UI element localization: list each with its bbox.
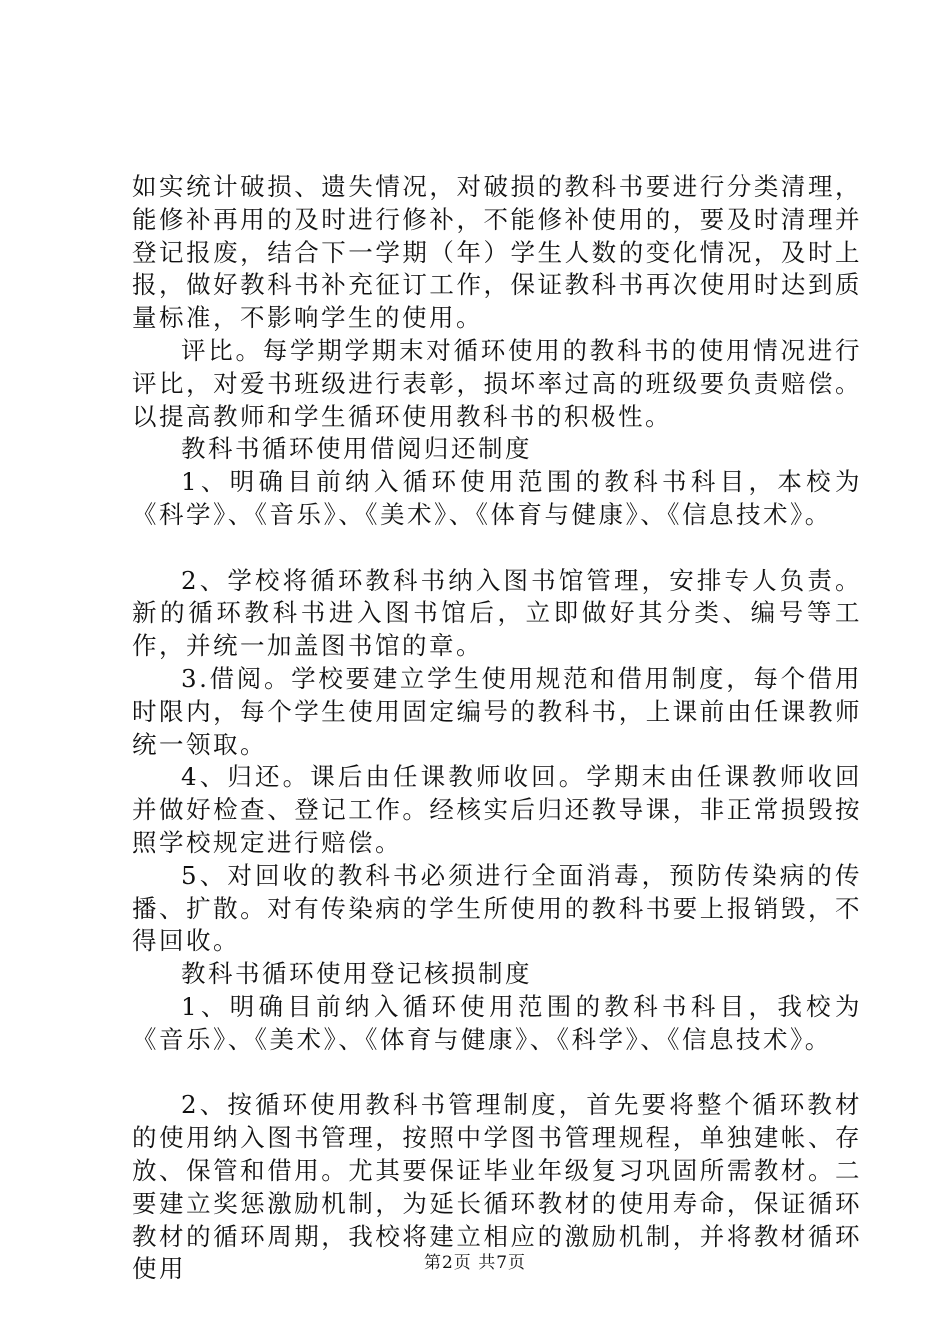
paragraph-registration-item-1: 1、明确目前纳入循环使用范围的教科书科目，我校为《音乐》、《美术》、《体育与健康》、《科学》、《信息技术》。 (132, 991, 862, 1054)
page-number: 第2页 共7页 (423, 1253, 527, 1273)
paragraph-borrow-item-2: 2、学校将循环教科书纳入图书馆管理，安排专人负责。新的循环教科书进入图书馆后，立即做好其分类、编号等工作，并统一加盖图书馆的章。 (132, 565, 862, 661)
section-heading-registration: 教科书循环使用登记核损制度 (181, 959, 532, 989)
paragraph-damage-statistics: 如实统计破损、遗失情况，对破损的教科书要进行分类清理，能修补再用的及时进行修补，不能修补使用的，要及时清理并登记报废，结合下一学期（年）学生人数的变化情况，及时上报，做好教科书补充征订工作，保证教科书再次使用时达到质量标准，不影响学生的使用。 (132, 172, 862, 333)
paragraph-evaluation: 评比。每学期学期末对循环使用的教科书的使用情况进行评比，对爱书班级进行表彰，损坏率过高的班级要负责赔偿。以提高教师和学生循环使用教科书的积极性。 (132, 335, 862, 431)
document-body (132, 171, 862, 1286)
paragraph-registration-item-2: 2、按循环使用教科书管理制度，首先要将整个循环教材的使用纳入图书管理，按照中学图书管理规程，单独建帐、存放、保管和借用。尤其要保证毕业年级复习巩固所需教材。二要建立奖惩激励机制，为延长循环教材的使用寿命，保证循环教材的循环周期，我校将建立相应的激励机制，并将教材循环使用 (132, 1090, 862, 1284)
paragraph-borrow-item-3: 3.借阅。学校要建立学生使用规范和借用制度，每个借用时限内，每个学生使用固定编号的教科书，上课前由任课教师统一领取。 (132, 663, 862, 759)
paragraph-borrow-item-4: 4、归还。课后由任课教师收回。学期末由任课教师收回并做好检查、登记工作。经核实后归还教导课，非正常损毁按照学校规定进行赔偿。 (132, 762, 862, 857)
paragraph-borrow-item-5: 5、对回收的教科书必须进行全面消毒，预防传染病的传播、扩散。对有传染病的学生所使用的教科书要上报销毁，不得回收。 (132, 860, 862, 956)
page-footer (0, 1248, 950, 1273)
section-heading-borrow-return: 教科书循环使用借阅归还制度 (181, 434, 532, 464)
paragraph-borrow-item-1: 1、明确目前纳入循环使用范围的教科书科目，本校为《科学》、《音乐》、《美术》、《体育与健康》、《信息技术》。 (132, 467, 862, 529)
